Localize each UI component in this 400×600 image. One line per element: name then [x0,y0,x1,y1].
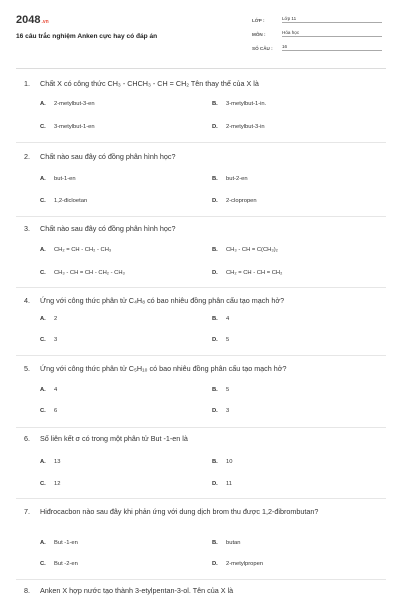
option-letter: A. [40,459,46,465]
meta-class-value: Lớp 11 [282,16,382,23]
option-text: CH₃ - CH = C(CH₃)₂ [226,247,278,253]
option-letter: A. [40,316,46,322]
q4-option-b[interactable] [212,316,229,322]
option-text: 10 [226,459,233,465]
question-divider [16,498,386,499]
question-text: Hiđrocacbon nào sau đây khi phản ứng với dung dịch brom thu được 1,2-đibrombutan? [40,507,319,516]
q6-option-b[interactable] [212,459,232,465]
meta-question-count-value: 16 [282,44,382,51]
option-letter: C. [40,561,46,567]
document-title: 16 câu trắc nghiệm Anken cực hay có đáp án [16,33,158,40]
meta-question-count-label: SỐ CÂU : [252,46,273,51]
option-letter: B. [212,247,218,253]
option-letter: D. [212,561,218,567]
option-letter: D. [212,270,218,276]
option-text: 2-metylbut-3-in [226,124,265,130]
question-number: 7. [24,507,30,516]
option-letter: B. [212,101,218,107]
q4-option-d[interactable] [212,337,229,343]
q5-option-b[interactable] [212,387,229,393]
option-text: butan [226,540,241,546]
question-number: 3. [24,224,30,233]
option-letter: A. [40,540,46,546]
q1-option-c[interactable] [40,124,95,130]
option-text: 5 [226,387,230,393]
option-text: CH₂ = CH - CH₂ - CH₃ [54,247,112,253]
q6-option-d[interactable] [212,481,232,487]
option-letter: A. [40,101,46,107]
option-letter: B. [212,176,218,182]
q4-option-a[interactable] [40,316,57,322]
option-text: CH₃ - CH = CH - CH₂ - CH₃ [54,270,125,276]
page-header [0,0,400,64]
option-text: 4 [226,316,230,322]
q4-option-c[interactable] [40,337,57,343]
question-text: Số liên kết σ có trong một phân tử But -1-en là [40,434,188,443]
option-text: 6 [54,408,58,414]
option-text: 2-metylpropen [226,561,264,567]
question-number: 4. [24,296,30,305]
meta-subject-value: Hóa học [282,30,382,37]
option-letter: B. [212,540,218,546]
q2-option-b[interactable] [212,176,248,182]
q5-option-a[interactable] [40,387,57,393]
option-text: 2 [54,316,58,322]
option-text: but-2-en [226,176,248,182]
option-text: But -2-en [54,561,78,567]
option-letter: D. [212,408,218,414]
option-letter: B. [212,459,218,465]
question-text: Ứng với công thức phân tử C₄H₈ có bao nhiêu đồng phân cấu tạo mạch hở? [40,296,285,305]
question-divider [16,216,386,217]
option-letter: D. [212,337,218,343]
question-7 [24,506,360,517]
option-letter: A. [40,247,46,253]
q7-option-c[interactable] [40,561,78,567]
question-text: Ứng với công thức phân tử C₅H₁₀ có bao nhiêu đồng phân cấu tạo mạch hở? [40,364,287,373]
q5-option-d[interactable] [212,408,229,414]
question-5 [24,363,360,374]
q3-option-b[interactable] [212,247,278,253]
option-letter: C. [40,198,46,204]
question-4 [24,295,360,306]
option-text: 12 [54,481,61,487]
question-divider [16,427,386,428]
q6-option-a[interactable] [40,459,60,465]
option-text: But -1-en [54,540,78,546]
option-text: 11 [226,481,233,487]
q7-option-a[interactable] [40,540,78,546]
option-text: 3-metylbut-1-en [54,124,95,130]
question-number: 2. [24,152,30,161]
question-text: Chất nào sau đây có đồng phân hình học? [40,224,176,233]
q6-option-c[interactable] [40,481,60,487]
option-letter: B. [212,316,218,322]
question-number: 5. [24,364,30,373]
option-letter: B. [212,387,218,393]
option-text: 5 [226,337,230,343]
option-text: 3 [226,408,230,414]
question-text: Anken X hợp nước tạo thành 3-etylpentan-3-ol. Tên của X là [40,586,234,595]
option-letter: C. [40,408,46,414]
option-text: but-1-en [54,176,76,182]
option-text: 2-clopropen [226,198,257,204]
meta-subject [252,30,382,37]
q7-option-b[interactable] [212,540,241,546]
option-letter: C. [40,481,46,487]
option-text: CH₂ = CH - CH = CH₂ [226,270,283,276]
option-letter: C. [40,124,46,130]
question-divider [16,355,386,356]
q3-option-d[interactable] [212,270,282,276]
meta-question-count [252,44,382,51]
question-1 [24,78,360,89]
q2-option-a[interactable] [40,176,76,182]
header-divider [16,68,386,69]
question-text: Chất nào sau đây có đồng phân hình học? [40,152,176,161]
q3-option-c[interactable] [40,270,125,276]
option-letter: C. [40,270,46,276]
q2-option-d[interactable] [212,198,257,204]
q7-option-d[interactable] [212,561,263,567]
meta-class [252,16,382,23]
question-divider [16,287,386,288]
option-letter: D. [212,198,218,204]
question-number: 1. [24,79,30,88]
option-letter: A. [40,387,46,393]
question-2 [24,151,360,162]
question-8 [24,585,360,596]
q5-option-c[interactable] [40,408,57,414]
option-text: 3-metylbut-1-in. [226,101,267,107]
question-text: Chất X có công thức CH₃ - CHCH₃ - CH = CH₂ Tên thay thế của X là [40,79,259,88]
q1-option-d[interactable] [212,124,265,130]
option-text: 1,2-đicloetan [54,198,88,204]
site-logo[interactable] [16,14,49,26]
question-divider [16,579,386,580]
option-letter: D. [212,481,218,487]
q3-option-a[interactable] [40,247,111,253]
option-text: 4 [54,387,58,393]
meta-class-label: LỚP : [252,18,265,23]
question-3 [24,223,360,234]
q1-option-b[interactable] [212,101,266,107]
option-text: 2-metylbut-3-en [54,101,95,107]
question-6 [24,433,360,444]
question-number: 6. [24,434,30,443]
option-text: 3 [54,337,58,343]
q1-option-a[interactable] [40,101,95,107]
logo-suffix: .vn [41,19,49,25]
question-divider [16,142,386,143]
logo-main: 2048 [16,14,41,26]
option-letter: D. [212,124,218,130]
option-letter: C. [40,337,46,343]
question-number: 8. [24,586,30,595]
meta-subject-label: MÔN : [252,32,266,37]
option-text: 13 [54,459,61,465]
option-letter: A. [40,176,46,182]
q2-option-c[interactable] [40,198,87,204]
